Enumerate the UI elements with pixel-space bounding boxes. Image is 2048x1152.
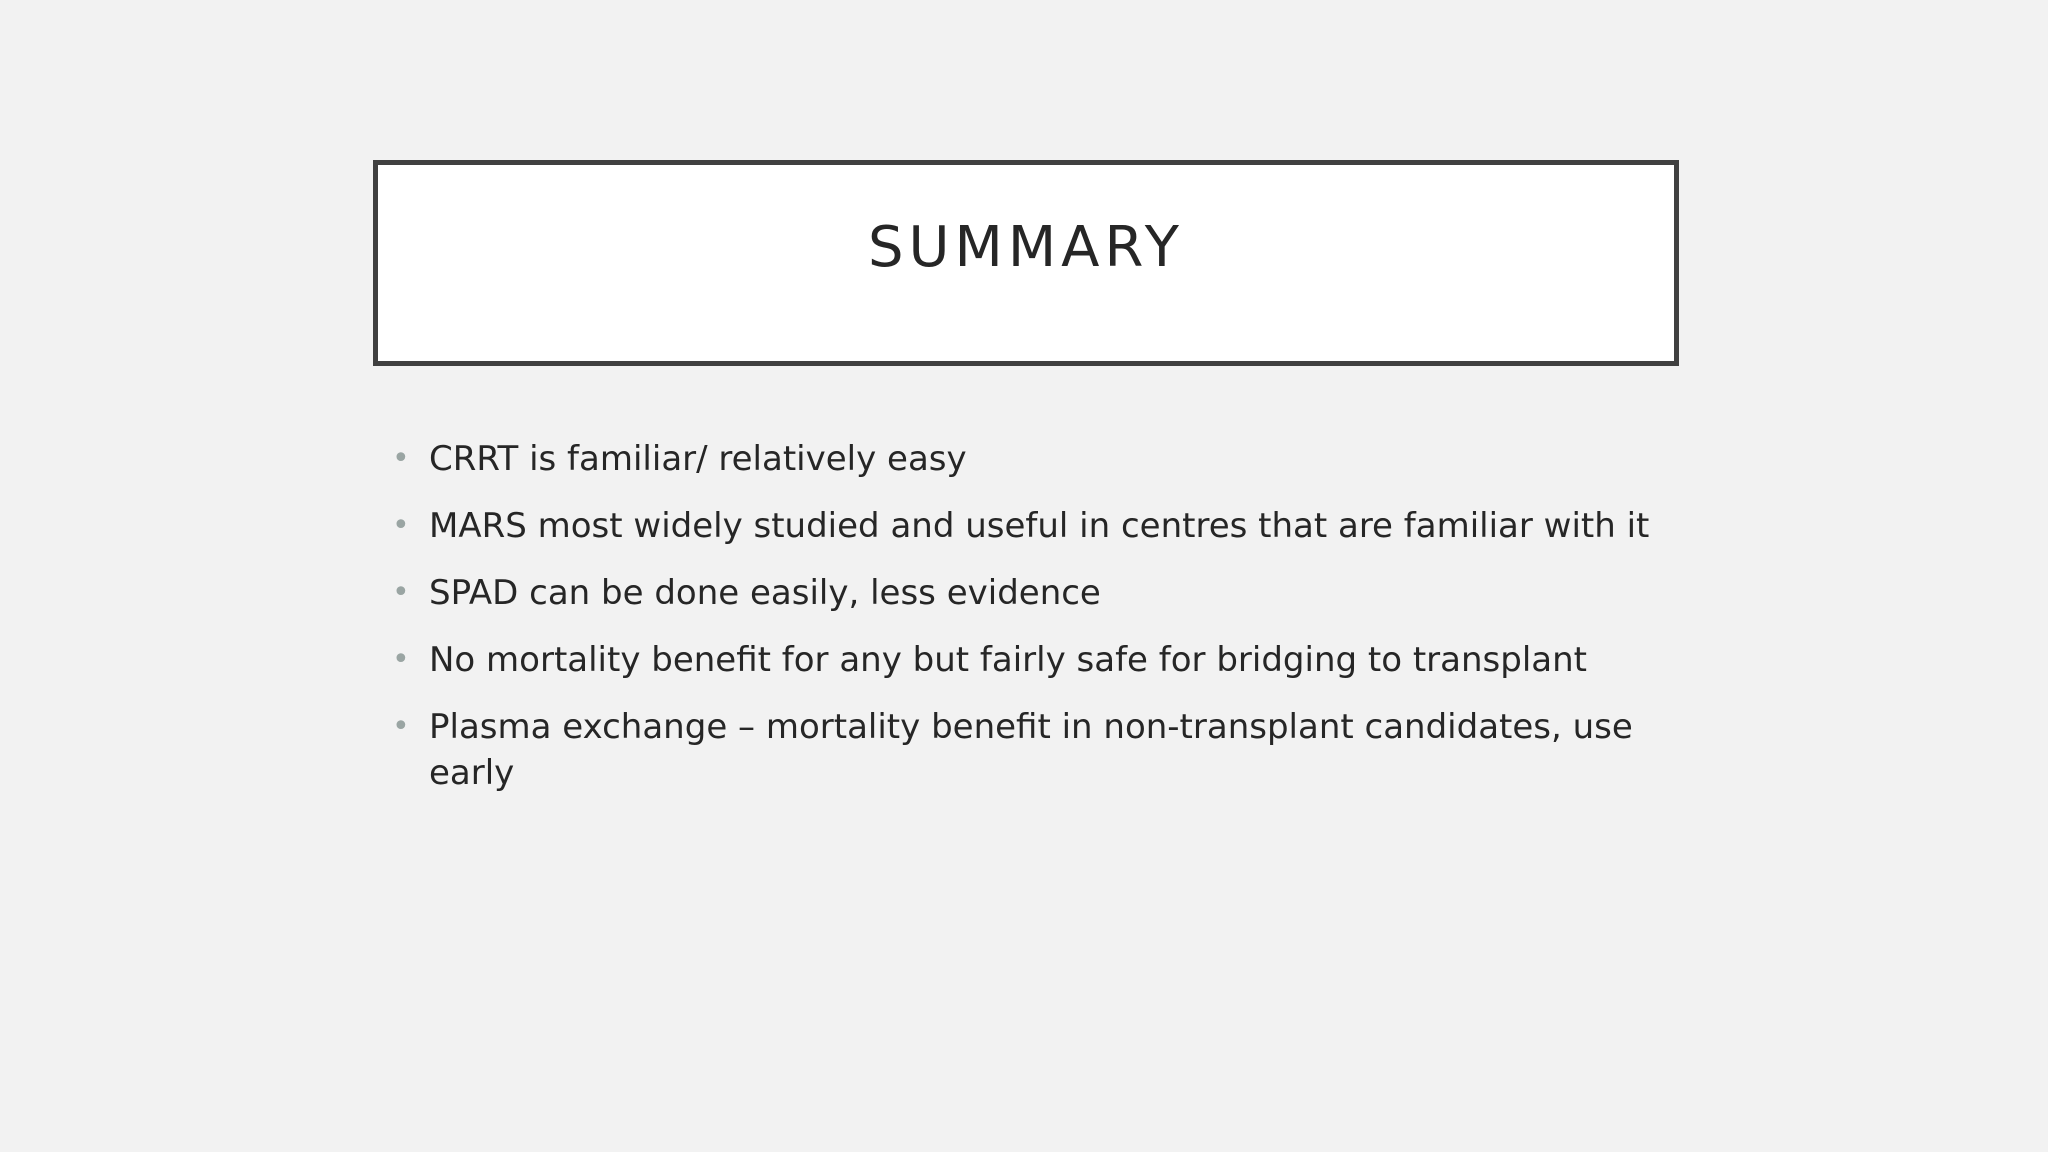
bullet-text: MARS most widely studied and useful in centres that are familiar with it: [429, 506, 1650, 546]
title-box: [373, 160, 1679, 366]
bullet-text: SPAD can be done easily, less evidence: [429, 573, 1101, 613]
list-item: [392, 570, 1682, 616]
slide-title: SUMMARY: [867, 215, 1184, 280]
list-item: [392, 436, 1682, 482]
bullet-dot-icon: •: [392, 441, 410, 476]
bullet-list: [392, 436, 1682, 817]
bullet-dot-icon: •: [392, 709, 410, 744]
bullet-dot-icon: •: [392, 575, 410, 610]
bullet-dot-icon: •: [392, 642, 410, 677]
bullet-text: Plasma exchange – mortality benefit in non-transplant candidates, use early: [429, 707, 1633, 793]
bullet-text: CRRT is familiar/ relatively easy: [429, 439, 967, 479]
list-item: [392, 704, 1682, 796]
list-item: [392, 637, 1682, 683]
bullet-text: No mortality benefit for any but fairly safe for bridging to transplant: [429, 640, 1587, 680]
bullet-dot-icon: •: [392, 508, 410, 543]
list-item: [392, 503, 1682, 549]
